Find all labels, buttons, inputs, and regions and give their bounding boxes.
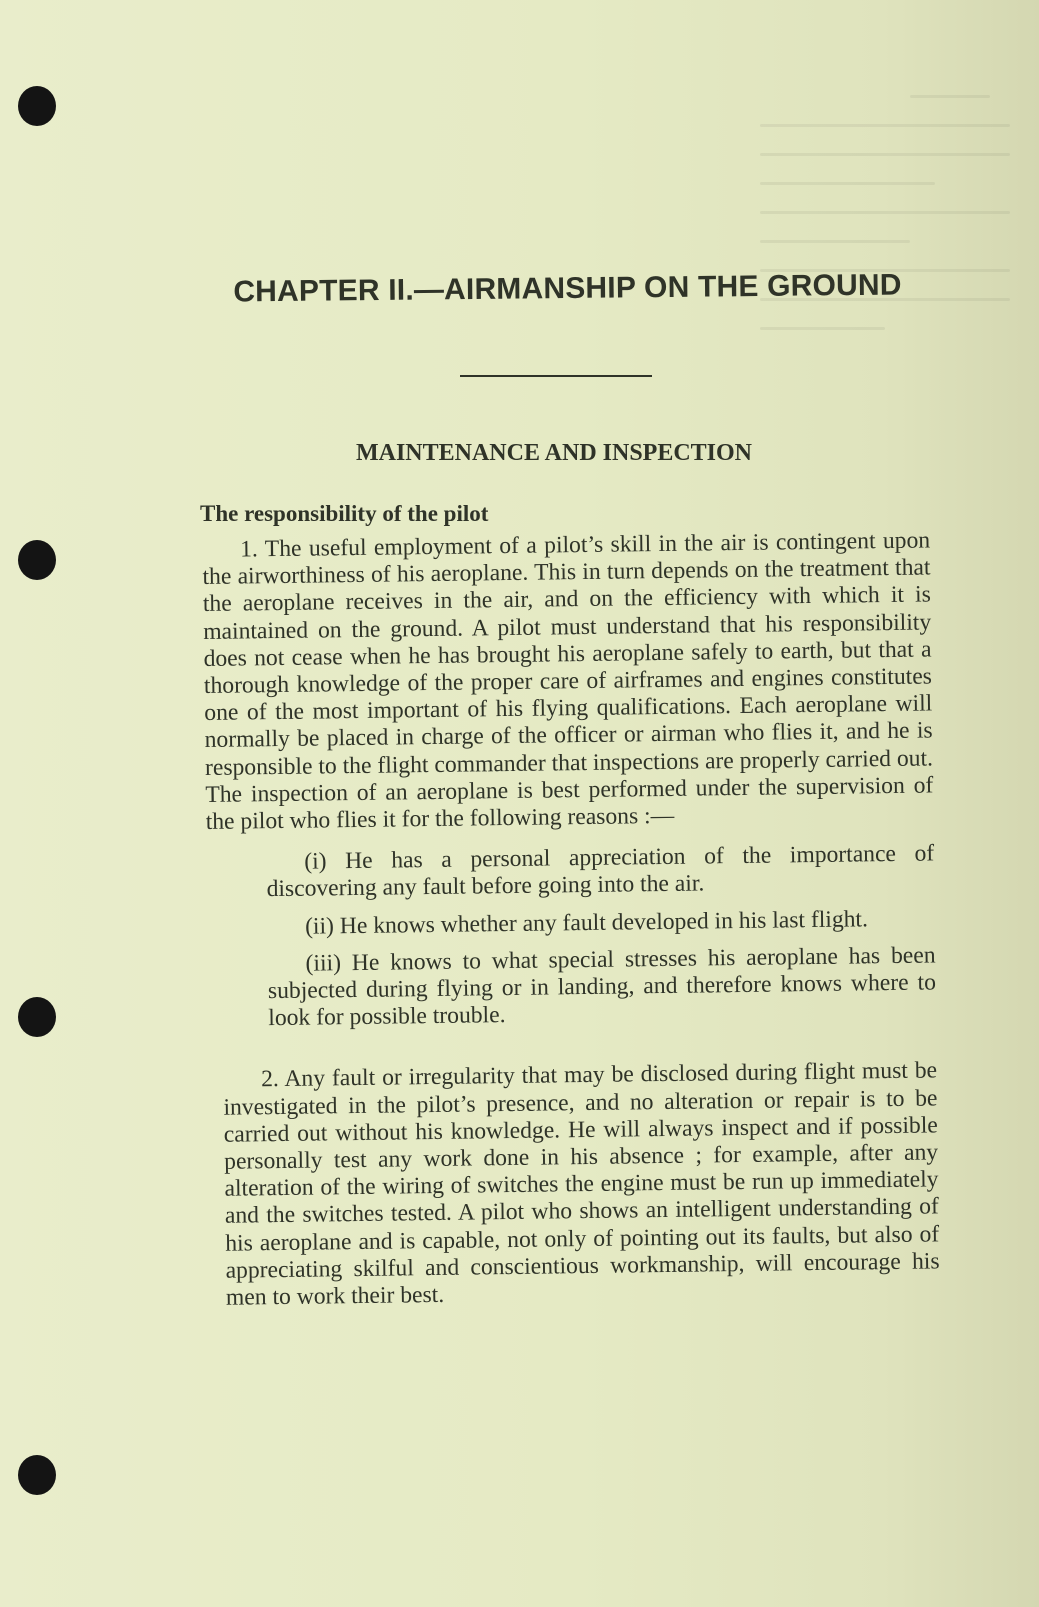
reason-item: (ii) He knows whether any fault developed in his last flight.: [304, 905, 869, 940]
chapter-title: CHAPTER II.—AIRMANSHIP ON THE GROUND: [233, 268, 902, 309]
reason-item: (i) He has a personal appreciation of the importance of discovering any fault before going into the air.: [266, 840, 935, 903]
binder-hole: [18, 997, 56, 1037]
paragraph-2: 2. Any fault or irregularity that may be disclosed during flight must be investigated in the pilot’s presence, and no alteration or repair is to be carried out without his knowledge. He will always inspect and if possible personally test any work done in his absence ; for example, after any alteration of the wiring of switches the engine must be run up immediately and the switches tested. A pilot who shows an intelligent understanding of his aeroplane and is capable, not only of pointing out its faults, but also of appreciating skilful and conscientious workmanship, will encourage his men to work their best.: [223, 1057, 940, 1311]
paragraph-1: 1. The useful employment of a pilot’s skill in the air is contingent upon the airworthiness of his aeroplane. This in turn depends on the treatment that the aeroplane receives in the air, and on the efficiency with which it is maintained on the ground. A pilot must understand that his responsibility does not cease when he has brought his aeroplane safely to earth, but that a thorough knowledge of the proper care of airframes and engines constitutes one of the most important of his flying qualifications. Each aeroplane will normally be placed in charge of the officer or airman who flies it, and he is responsible to the flight commander that inspections are properly carried out. The inspection of an aeroplane is best performed under the supervision of the pilot who flies it for the following reasons :—: [202, 527, 934, 836]
reason-item: (iii) He knows to what special stresses his aeroplane has been subjected during flying or in landing, and therefore knows where to look for possible trouble.: [267, 942, 937, 1032]
binder-hole: [18, 540, 56, 580]
section-title: MAINTENANCE AND INSPECTION: [355, 440, 753, 466]
subheading: The responsibility of the pilot: [200, 501, 489, 526]
reasons-list: [266, 841, 936, 1033]
binder-hole: [18, 86, 56, 126]
title-divider: [460, 375, 652, 377]
binder-hole: [18, 1455, 56, 1495]
body-text: [202, 527, 940, 1312]
